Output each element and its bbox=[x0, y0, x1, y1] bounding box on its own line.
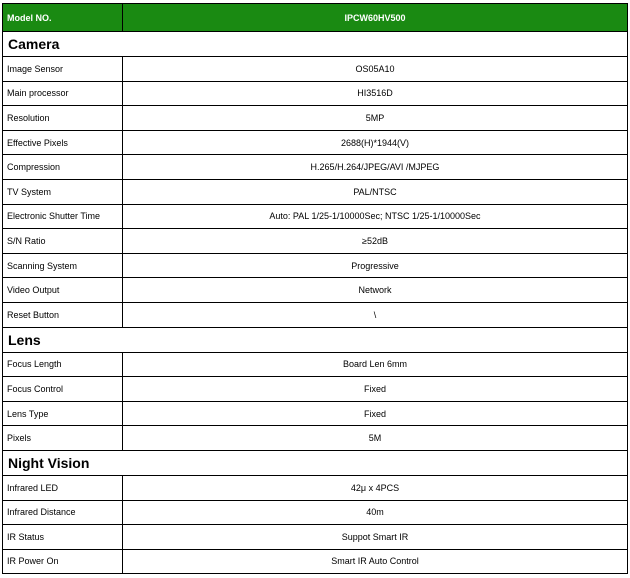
spec-value: Progressive bbox=[123, 253, 628, 278]
spec-label: Reset Button bbox=[3, 302, 123, 327]
spec-value: Board Len 6mm bbox=[123, 352, 628, 377]
section-title: Lens bbox=[3, 327, 628, 352]
spec-label: Compression bbox=[3, 155, 123, 180]
spec-value: 40m bbox=[123, 500, 628, 525]
model-label: Model NO. bbox=[3, 4, 123, 32]
spec-value: PAL/NTSC bbox=[123, 179, 628, 204]
table-row bbox=[3, 229, 628, 254]
spec-value: HI3516D bbox=[123, 81, 628, 106]
spec-label: Lens Type bbox=[3, 401, 123, 426]
spec-value: 5M bbox=[123, 426, 628, 451]
spec-value: \ bbox=[123, 302, 628, 327]
table-row bbox=[3, 549, 628, 574]
spec-value: H.265/H.264/JPEG/AVI /MJPEG bbox=[123, 155, 628, 180]
table-row bbox=[3, 302, 628, 327]
table-row bbox=[3, 377, 628, 402]
spec-value: Auto: PAL 1/25-1/10000Sec; NTSC 1/25-1/10000Sec bbox=[123, 204, 628, 229]
table-row bbox=[3, 500, 628, 525]
spec-label: Scanning System bbox=[3, 253, 123, 278]
spec-label: Infrared Distance bbox=[3, 500, 123, 525]
table-row bbox=[3, 130, 628, 155]
spec-value: Suppot Smart IR bbox=[123, 525, 628, 550]
spec-label: Electronic Shutter Time bbox=[3, 204, 123, 229]
spec-value: 2688(H)*1944(V) bbox=[123, 130, 628, 155]
spec-value: Fixed bbox=[123, 377, 628, 402]
spec-label: Focus Length bbox=[3, 352, 123, 377]
section-heading-camera bbox=[3, 32, 628, 57]
table-row bbox=[3, 475, 628, 500]
spec-label: IR Status bbox=[3, 525, 123, 550]
spec-label: Main processor bbox=[3, 81, 123, 106]
table-row bbox=[3, 525, 628, 550]
model-value: IPCW60HV500 bbox=[123, 4, 628, 32]
spec-value: 5MP bbox=[123, 106, 628, 131]
table-row bbox=[3, 204, 628, 229]
table-row bbox=[3, 278, 628, 303]
spec-table bbox=[2, 3, 628, 574]
spec-value: Fixed bbox=[123, 401, 628, 426]
table-row bbox=[3, 401, 628, 426]
section-title: Camera bbox=[3, 32, 628, 57]
table-row bbox=[3, 57, 628, 82]
spec-value: Smart IR Auto Control bbox=[123, 549, 628, 574]
table-row bbox=[3, 155, 628, 180]
spec-sheet bbox=[2, 3, 627, 574]
spec-label: S/N Ratio bbox=[3, 229, 123, 254]
table-row bbox=[3, 426, 628, 451]
table-row bbox=[3, 106, 628, 131]
section-heading-lens bbox=[3, 327, 628, 352]
spec-label: Infrared LED bbox=[3, 475, 123, 500]
table-row bbox=[3, 179, 628, 204]
section-title: Night Vision bbox=[3, 450, 628, 475]
spec-label: Resolution bbox=[3, 106, 123, 131]
spec-label: Effective Pixels bbox=[3, 130, 123, 155]
header-row bbox=[3, 4, 628, 32]
spec-value: OS05A10 bbox=[123, 57, 628, 82]
spec-label: Video Output bbox=[3, 278, 123, 303]
spec-label: Image Sensor bbox=[3, 57, 123, 82]
table-row bbox=[3, 81, 628, 106]
spec-value: Network bbox=[123, 278, 628, 303]
spec-label: TV System bbox=[3, 179, 123, 204]
table-row bbox=[3, 253, 628, 278]
spec-value: 42μ x 4PCS bbox=[123, 475, 628, 500]
spec-label: IR Power On bbox=[3, 549, 123, 574]
spec-value: ≥52dB bbox=[123, 229, 628, 254]
table-row bbox=[3, 352, 628, 377]
spec-label: Focus Control bbox=[3, 377, 123, 402]
spec-label: Pixels bbox=[3, 426, 123, 451]
section-heading-night-vision bbox=[3, 450, 628, 475]
